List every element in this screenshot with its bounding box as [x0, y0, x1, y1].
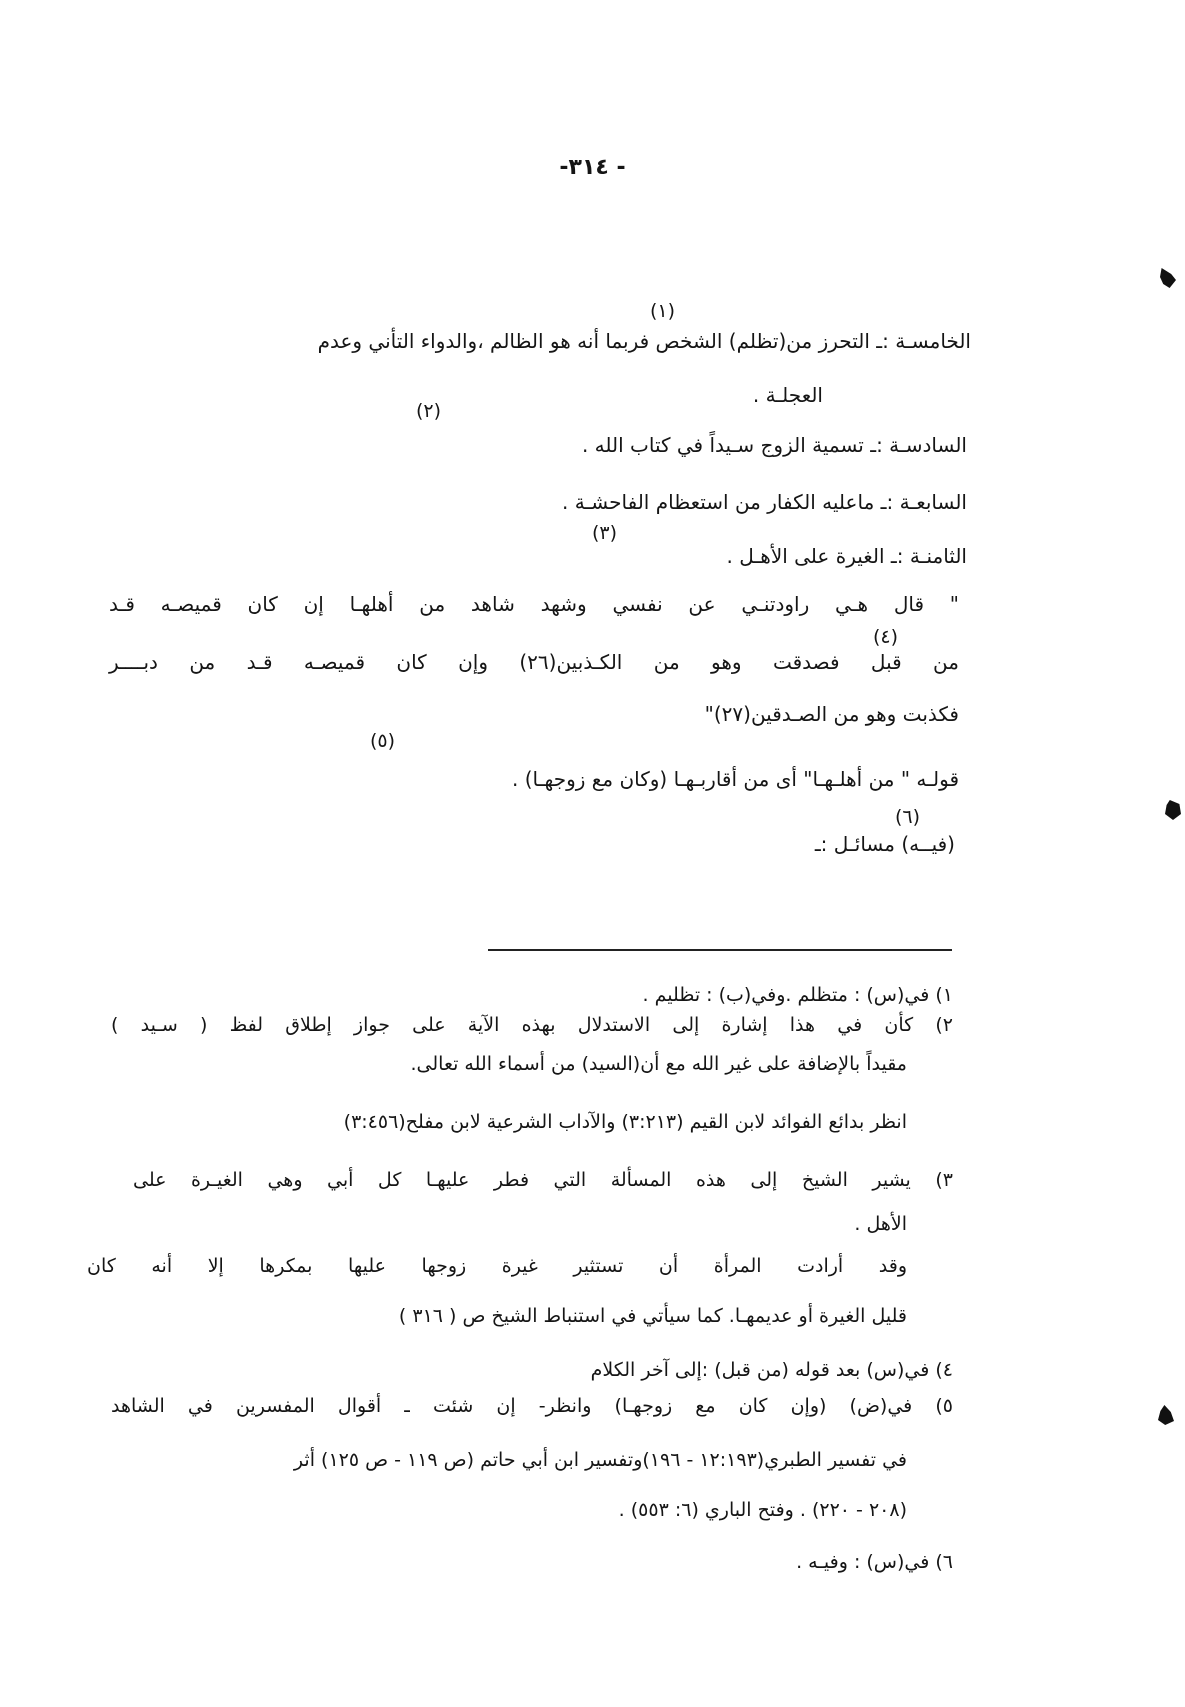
footnote-ref: (١) [650, 300, 676, 322]
text-line: السادسـة :ـ تسمية الزوج سـيداً في كتاب الله . [581, 433, 967, 457]
footnote-ref: (٦) [895, 806, 921, 828]
text-line: فكذبت وهو من الصـدقين(٢٧)" [704, 702, 959, 726]
text-line: العجلـة . [752, 383, 823, 407]
footnote-line: ٤) في(س) بعد قوله (من قبل) :إلى آخر الكلام [590, 1359, 953, 1381]
text-line: الثامنـة :ـ الغيرة على الأهـل . [726, 544, 967, 568]
footnote-ref: (٢) [416, 400, 442, 422]
footnote-line: قليل الغيرة أو عديمهـا. كما سيأتي في استنباط الشيخ ص ( ٣١٦ ) [398, 1305, 907, 1327]
footnote-ref: (٥) [370, 730, 396, 752]
footnote-line: ٢) كأن في هذا إشارة إلى الاستدلال بهذه الآية على جواز إطلاق لفظ ( سـيد ) [111, 1014, 953, 1036]
footnote-line: في تفسير الطبري(١٢:١٩٣ - ١٩٦)وتفسير ابن أبي حاتم (ص ١١٩ - ص ١٢٥) أثر [293, 1449, 907, 1471]
footnote-line: ١) في(س) : متظلم .وفي(ب) : تظليم . [642, 984, 953, 1006]
footnote-line: (٢٠٨ - ٢٢٠) . وفتح الباري (٦: ٥٥٣) . [618, 1499, 907, 1521]
footnote-line: ٣) يشير الشيخ إلى هذه المسألة التي فطر عليهـا كل أبي وهي الغيـرة على [133, 1169, 953, 1191]
scan-speck [1158, 1405, 1174, 1425]
footnote-ref: (٤) [873, 626, 899, 648]
footnote-line: الأهل . [854, 1213, 907, 1235]
scan-speck [1160, 268, 1176, 288]
footnote-line: ٦) في(س) : وفيـه . [796, 1551, 953, 1573]
page-number: -٣١٤ - [559, 155, 626, 180]
text-line: من قبل فصدقت وهو من الكـذبين(٢٦) وإن كان قميصـه قـد من دبــــر [109, 650, 959, 674]
text-line: " قال هـي راودتنـي عن نفسي وشهد شاهد من أهلهـا إن كان قميصـه قـد [109, 592, 959, 616]
footnote-line: انظر بدائع الفوائد لابن القيم (٣:٢١٣) والآداب الشرعية لابن مفلح(٣:٤٥٦) [343, 1111, 907, 1133]
text-line: قولـه " من أهلـهـا" أى من أقاربـهـا (وكان مع زوجهـا) . [512, 767, 959, 791]
text-line: (فيــه) مسائـل :ـ [814, 832, 955, 856]
footnote-line: ٥) في(ض) (وإن كان مع زوجهـا) وانظر- إن شئت ـ أقوال المفسرين في الشاهد [111, 1395, 953, 1417]
text-line: الخامسـة :ـ التحرز من(تظلم) الشخص فربما أنه هو الظالم ،والدواء التأني وعدم [317, 329, 971, 353]
footnote-line: مقيداً بالإضافة على غير الله مع أن(السيد) من أسماء الله تعالى. [410, 1053, 907, 1075]
text-line: السابعـة :ـ ماعليه الكفار من استعظام الفاحشـة . [562, 490, 967, 514]
footnote-ref: (٣) [592, 522, 618, 544]
footnote-line: وقد أرادت المرأة أن تستثير غيرة زوجها عليها بمكرها إلا أنه كان [87, 1255, 907, 1277]
footnote-separator [488, 949, 952, 951]
scan-speck [1165, 800, 1181, 820]
